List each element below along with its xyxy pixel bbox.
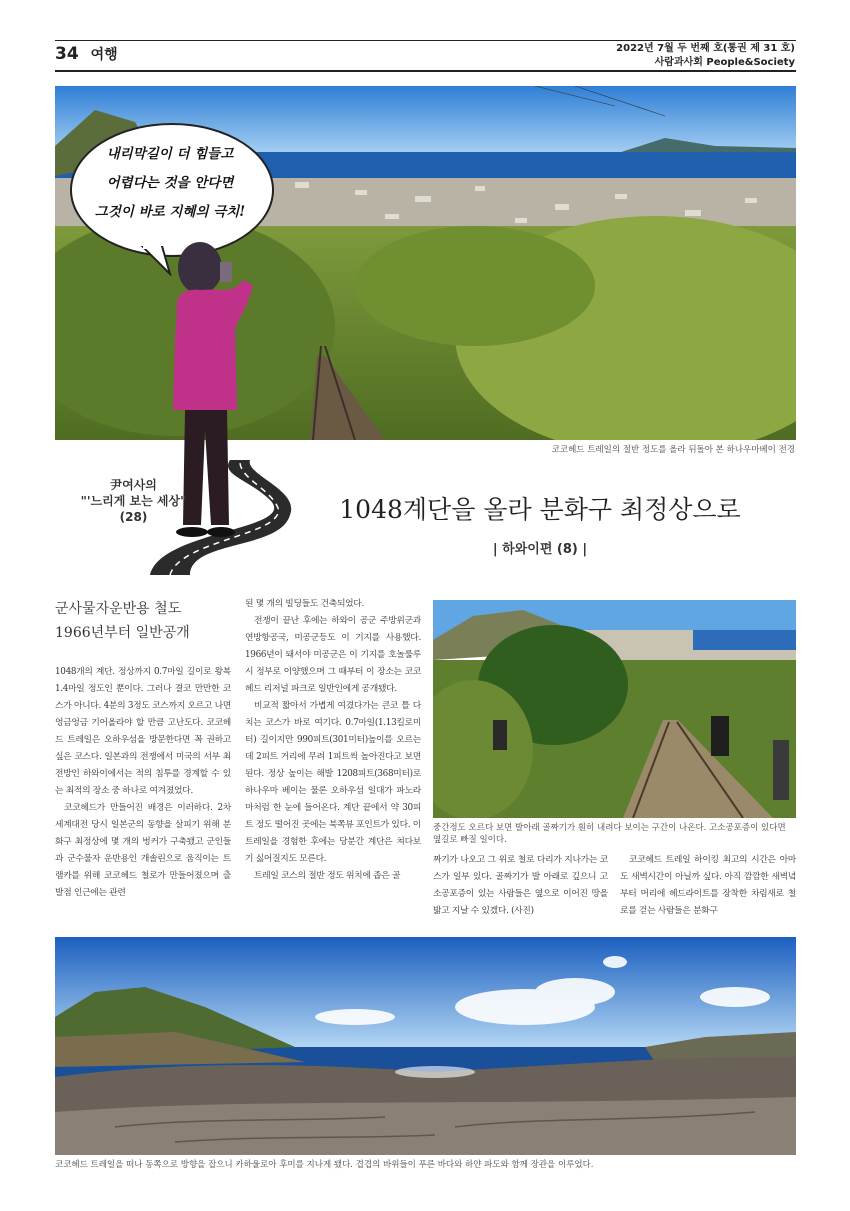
page-header-left — [55, 44, 118, 64]
top-photo-caption: 코코헤드 트레일의 절반 정도를 올라 뒤돌아 본 하나우마베이 전경 — [551, 445, 795, 455]
subtitle: | 하와이편 (8) | — [492, 542, 588, 557]
bubble-line-1: 내리막길이 더 힘들고 — [106, 146, 234, 162]
col2-paragraph-1: 된 몇 개의 빌딩들도 건축되었다. — [245, 599, 365, 609]
mid-photo-illustration — [433, 600, 796, 818]
bubble-line-2: 어렵다는 것을 안다면 — [106, 175, 234, 191]
column-badge — [66, 477, 201, 525]
header-bottom-rule — [55, 70, 796, 72]
article-column-3 — [433, 852, 608, 920]
section-name: 여행 — [90, 47, 118, 63]
col2-paragraph-3: 비교적 짧아서 가볍게 여겼다가는 큰코 틀 다치는 코스가 바로 여기다. 0.7마일(1.13킬로미터) 길이지만 990피트(301미터)높이를 오르는데 2피트 거리에 무려 1피트씩 높아진다고 보면 된다. 정상 높이는 해발 1208피트(368미터)로 하나우마 베이는 물론 오하우섬 일대가 파노라마처럼 한 눈에 들어온다. 계단 끝에서 약 30피트 정도 떨어진 곳에는 북쪽뷰 포인트가 있다. 이 트레일을 경험한 후에는 당분간 계단은 쳐다보기 싫어질지도 모른다. — [245, 701, 421, 864]
subheading-line-1: 군사물자운반용 철도 — [55, 601, 182, 617]
col1-paragraph-2: 코코헤드가 만들어진 배경은 이러하다. 2차 세계대전 당시 일본군의 동향을 살피기 위해 분화구 최정상에 몇 개의 벙커가 구축됐고 군인들과 군수물자 운반용인 개솔린으로 움직이는 트램카를 위해 코코헤드 철로가 만들어졌으며 출발점 인근에는 관련 — [55, 803, 231, 898]
article-column-2 — [245, 596, 421, 885]
col2-paragraph-4: 트레일 코스의 절반 정도 위치에 좁은 골 — [254, 871, 401, 881]
subheading-line-2: 1966년부터 일반공개 — [55, 625, 190, 641]
mid-trail-photo — [433, 600, 796, 818]
panorama-illustration — [55, 937, 796, 1155]
mid-photo-caption: 중간정도 오르다 보면 발아래 골짜기가 훤히 내려다 보이는 구간이 나온다. 고소공포증이 있다면 옆길로 빠질 일이다. — [433, 823, 786, 845]
headline: 1048계단을 올라 분화구 최정상으로 — [339, 495, 741, 524]
article-column-1 — [55, 664, 231, 902]
badge-author: 尹여사의 — [110, 478, 157, 492]
bottom-photo-caption: 코코헤드 트레일을 떠나 동쪽으로 방향을 잡으니 카하울로아 후미를 지나게 됐다. 겹겹의 바위들이 푸른 바다와 하얀 파도와 함께 장관을 이루었다. — [55, 1160, 594, 1170]
article-subheading — [55, 597, 230, 645]
article-column-4 — [620, 852, 796, 920]
badge-series: "'느리게 보는 세상" — [80, 494, 187, 508]
col4-paragraph-1: 코코헤드 트레일 하이킹 최고의 시간은 아마도 새벽시간이 아닐까 싶다. 아직 깜깜한 새벽녘부터 머리에 헤드라이트를 장착한 차림새로 철로를 걷는 사람들은 분화구 — [620, 855, 796, 916]
col3-paragraph-1: 짜기가 나오고 그 위로 철로 다리가 지나가는 코스가 일부 있다. 골짜기가 발 아래로 깊으니 고소공포증이 있는 사람들은 옆으로 이어진 땅을 밟고 지날 수 있겠다. (사진) — [433, 855, 608, 916]
page-number: 34 — [55, 44, 79, 64]
publication-name: 사람과사회 People&Society — [654, 57, 795, 68]
col2-paragraph-2: 전쟁이 끝난 후에는 하와이 공군 주방위군과 연방항공국, 미공군등도 이 기지를 사용했다. 1966년이 돼서야 미공군은 이 기지를 호놀룰루 시 정부로 이양했으며 그 때부터 이 장소는 코코헤드 리저널 파크로 일반인에게 공개됐다. — [245, 616, 421, 694]
badge-number: (28) — [119, 510, 148, 524]
col1-paragraph-1: 1048개의 계단. 정상까지 0.7마일 길이로 왕복 1.4마일 정도인 뿐이다. 그러나 결코 만만한 코스가 아니다. 4분의 3정도 코스까지 오르고 나면 엉금엉금 기어올라야 할 만큼 고난도다. 코코헤드 트레일은 오하우섬을 방문한다면 꼭 권하고 싶은 코스다. 일본과의 전쟁에서 미국의 서부 최전방인 하와이에서는 적의 침투를 경계할 수 있는 최적의 장소 중 하나로 여겨졌었다. — [55, 667, 231, 796]
bottom-panorama-photo — [55, 937, 796, 1155]
speech-bubble-text — [80, 140, 260, 227]
header-top-rule — [55, 40, 796, 41]
issue-info: 2022년 7월 두 번째 호(통권 제 31 호) — [616, 43, 795, 54]
bubble-line-3: 그것이 바로 지혜의 극치! — [94, 204, 246, 220]
page-header-right — [616, 42, 795, 70]
